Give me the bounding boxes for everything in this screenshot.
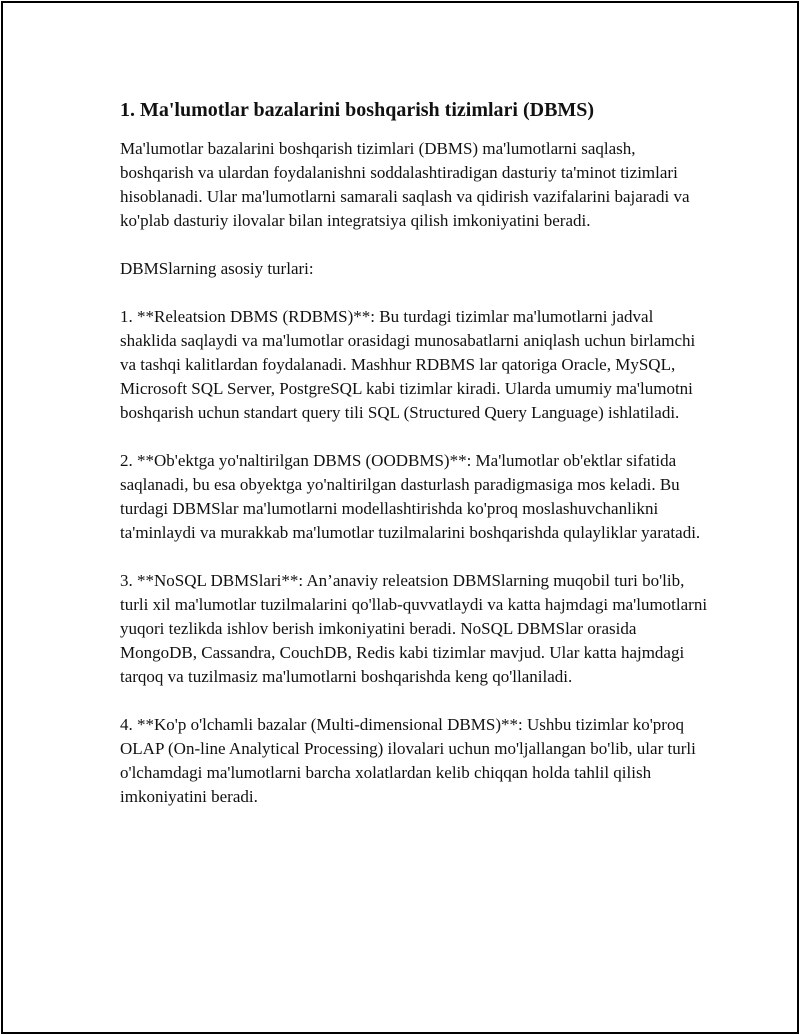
document-title: 1. Ma'lumotlar bazalarini boshqarish tizimlari (DBMS)	[120, 99, 595, 121]
type-oodbms-paragraph: 2. **Ob'ektga yo'naltirilgan DBMS (OODBMS)**: Ma'lumotlar ob'ektlar sifatida saqlanadi, bu esa obyektga yo'naltirilgan dasturlash paradigmasiga mos keladi. Bu turdagi DBMSlar ma'lumotlarni modellashtirishda ko'proq moslashuvchanlikni ta'minlaydi va murakkab ma'lumotlar tuzilmalarini boshqarishda qulayliklar yaratadi.	[120, 451, 701, 542]
types-heading: DBMSlarning asosiy turlari:	[120, 259, 314, 278]
page-frame	[1, 1, 799, 1034]
document-body	[120, 95, 710, 833]
type-multidimensional-paragraph: 4. **Ko'p o'lchamli bazalar (Multi-dimensional DBMS)**: Ushbu tizimlar ko'proq OLAP (On-line Analytical Processing) ilovalari uchun mo'ljallangan bo'lib, ular turli o'lchamdagi ma'lumotlarni barcha xolatlardan kelib chiqqan holda tahlil qilish imkoniyatini beradi.	[120, 715, 696, 806]
type-rdbms-paragraph: 1. **Releatsion DBMS (RDBMS)**: Bu turdagi tizimlar ma'lumotlarni jadval shaklida saqlaydi va ma'lumotlar orasidagi munosabatlarni aniqlash uchun birlamchi va tashqi kalitlardan foydalanadi. Mashhur RDBMS lar qatoriga Oracle, MySQL, Microsoft SQL Server, PostgreSQL kabi tizimlar kiradi. Ularda umumiy ma'lumotni boshqarish uchun standart query tili SQL (Structured Query Language) ishlatiladi.	[120, 307, 696, 422]
intro-paragraph: Ma'lumotlar bazalarini boshqarish tizimlari (DBMS) ma'lumotlarni saqlash, boshqarish va ulardan foydalanishni soddalashtiradigan dasturiy ta'minot tizimlari hisoblanadi. Ular ma'lumotlarni samarali saqlash va qidirish vazifalarini bajaradi va ko'plab dasturiy ilovalar bilan integratsiya qilish imkoniyatini beradi.	[120, 139, 690, 230]
type-nosql-paragraph: 3. **NoSQL DBMSlari**: An’anaviy releatsion DBMSlarning muqobil turi bo'lib, turli xil ma'lumotlar tuzilmalarini qo'llab-quvvatlaydi va katta hajmdagi ma'lumotlarni yuqori tezlikda ishlov berish imkoniyatini beradi. NoSQL DBMSlar orasida MongoDB, Cassandra, CouchDB, Redis kabi tizimlar mavjud. Ular katta hajmdagi tarqoq va tuzilmasiz ma'lumotlarni boshqarishda keng qo'llaniladi.	[120, 571, 708, 686]
